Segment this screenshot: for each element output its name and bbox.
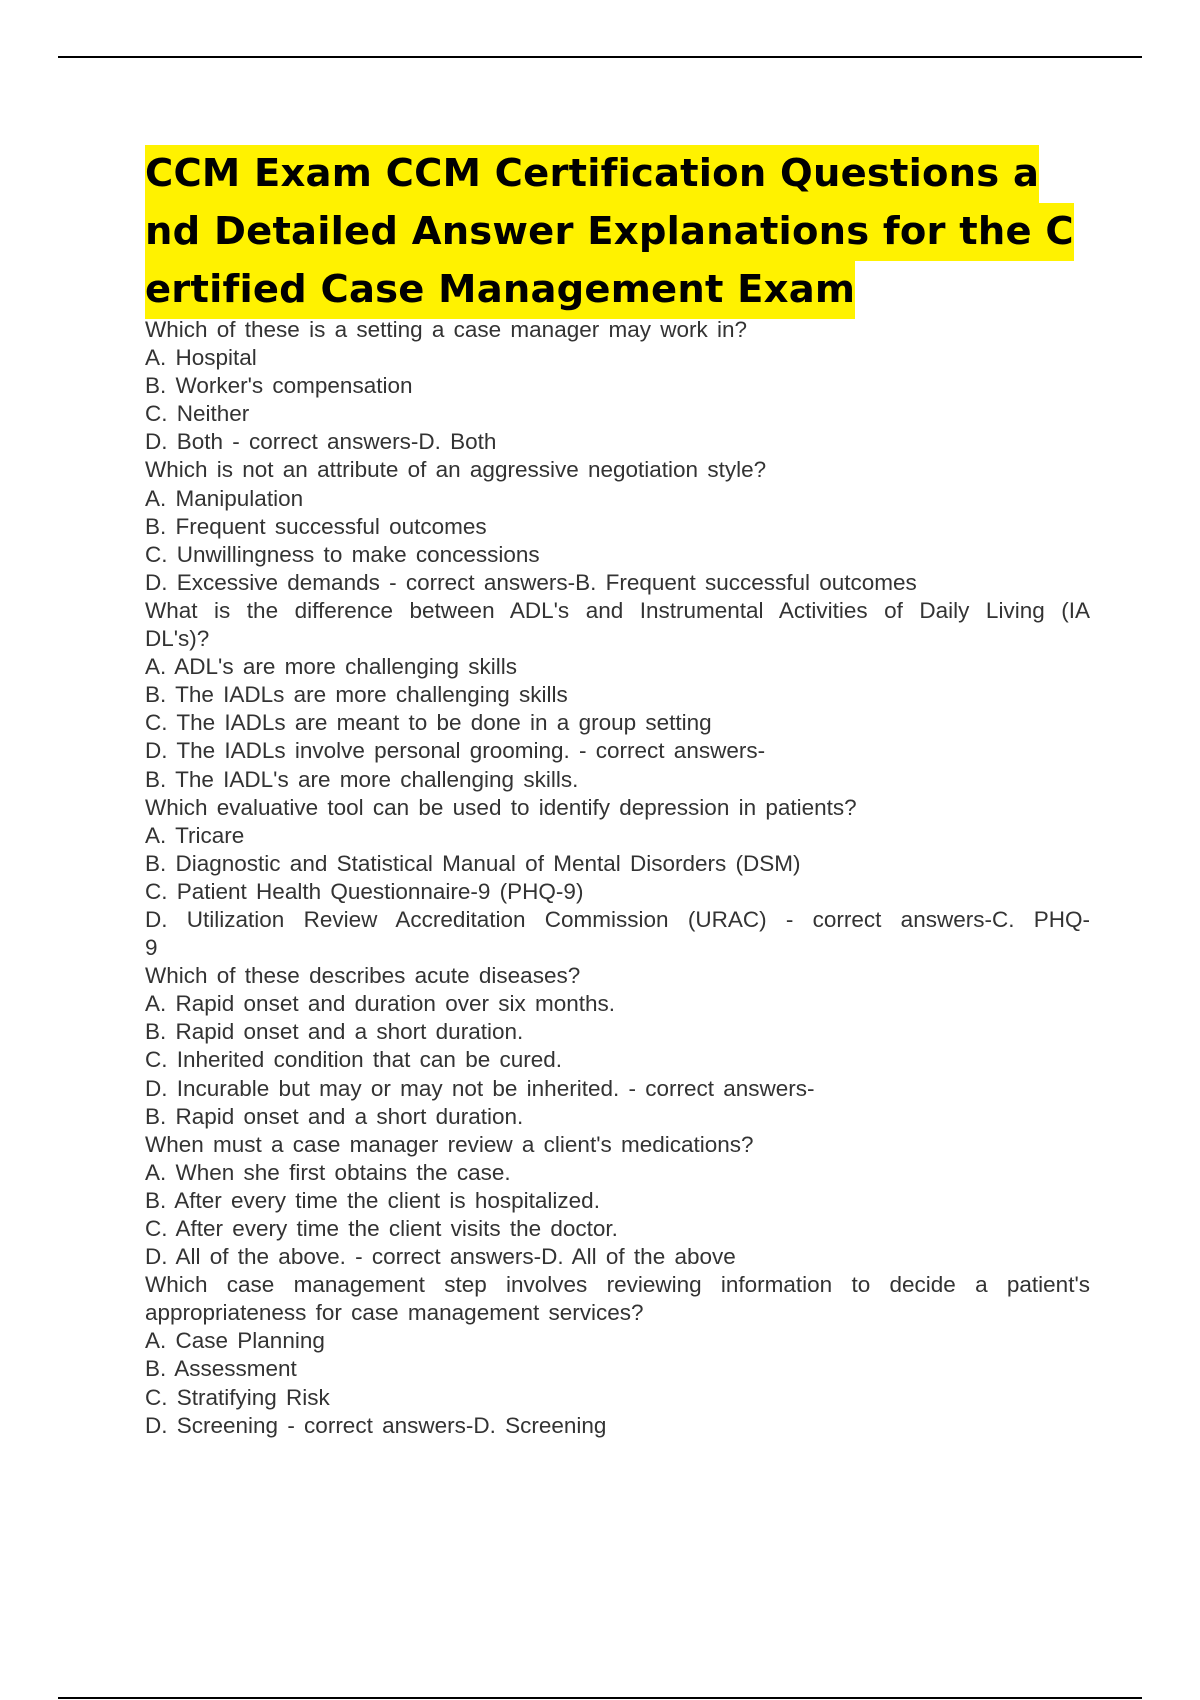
answer-option: B. The IADLs are more challenging skills [145, 682, 568, 708]
answer-option-with-correct-answer: D. Excessive demands - correct answers-B. Frequent successful outcomes [145, 569, 917, 595]
answer-option: C. After every time the client visits the doctor. [145, 1216, 618, 1241]
title-line-2: nd Detailed Answer Explanations for the C [145, 203, 1074, 261]
document-title [145, 145, 1080, 319]
answer-option: C. Patient Health Questionnaire-9 (PHQ-9) [145, 878, 584, 904]
answer-option: C. Unwillingness to make concessions [145, 541, 540, 567]
question-text-continued: DL's)? [145, 626, 210, 652]
correct-answer-continued: B. Rapid onset and a short duration. [145, 1103, 524, 1129]
answer-option-with-correct-answer: D. The IADLs involve personal grooming. - correct answers- [145, 738, 766, 764]
question-text: Which of these is a setting a case manager may work in? [145, 317, 748, 342]
answer-option-with-correct-answer: D. All of the above. - correct answers-D. All of the above [145, 1244, 736, 1270]
answer-option: A. Tricare [145, 822, 245, 848]
correct-answer-continued: B. The IADL's are more challenging skills. [145, 766, 579, 792]
answer-option: A. Manipulation [145, 485, 304, 511]
question-text: When must a case manager review a client's medications? [145, 1131, 754, 1157]
question-text-continued: appropriateness for case management services? [145, 1300, 644, 1326]
question-text: Which case management step involves reviewing information to decide a patient's [145, 1272, 1090, 1298]
answer-option: A. Rapid onset and duration over six months. [145, 991, 616, 1017]
header-rule [58, 56, 1142, 58]
correct-answer-continued: 9 [145, 935, 158, 961]
footer-rule [58, 1697, 1142, 1699]
answer-option: C. Inherited condition that can be cured. [145, 1047, 563, 1073]
answer-option: B. Diagnostic and Statistical Manual of Mental Disorders (DSM) [145, 850, 801, 876]
answer-option: C. Neither [145, 401, 250, 427]
question-text: Which is not an attribute of an aggressive negotiation style? [145, 457, 767, 483]
title-line-1: CCM Exam CCM Certification Questions a [145, 145, 1039, 203]
answer-option-with-correct-answer: D. Utilization Review Accreditation Commission (URAC) - correct answers-C. PHQ- [145, 906, 1090, 932]
answer-option: B. Worker's compensation [145, 373, 413, 399]
answer-option: C. Stratifying Risk [145, 1384, 330, 1410]
question-text: Which of these describes acute diseases? [145, 963, 581, 989]
answer-option-with-correct-answer: D. Incurable but may or may not be inherited. - correct answers- [145, 1075, 815, 1101]
question-answer-body [145, 316, 1090, 1440]
answer-option: A. When she first obtains the case. [145, 1159, 511, 1185]
answer-option: A. ADL's are more challenging skills [145, 654, 517, 680]
answer-option-with-correct-answer: D. Screening - correct answers-D. Screening [145, 1412, 607, 1438]
answer-option: A. Case Planning [145, 1328, 325, 1354]
answer-option: B. Rapid onset and a short duration. [145, 1019, 524, 1045]
title-line-3: ertified Case Management Exam [145, 261, 855, 319]
answer-option: A. Hospital [145, 345, 257, 371]
question-text: What is the difference between ADL's and Instrumental Activities of Daily Living (IA [145, 597, 1090, 623]
question-text: Which evaluative tool can be used to identify depression in patients? [145, 794, 857, 820]
answer-option-with-correct-answer: D. Both - correct answers-D. Both [145, 429, 497, 455]
answer-option: B. Frequent successful outcomes [145, 513, 487, 539]
answer-option: B. After every time the client is hospitalized. [145, 1187, 600, 1213]
answer-option: B. Assessment [145, 1356, 297, 1382]
answer-option: C. The IADLs are meant to be done in a group setting [145, 710, 712, 736]
